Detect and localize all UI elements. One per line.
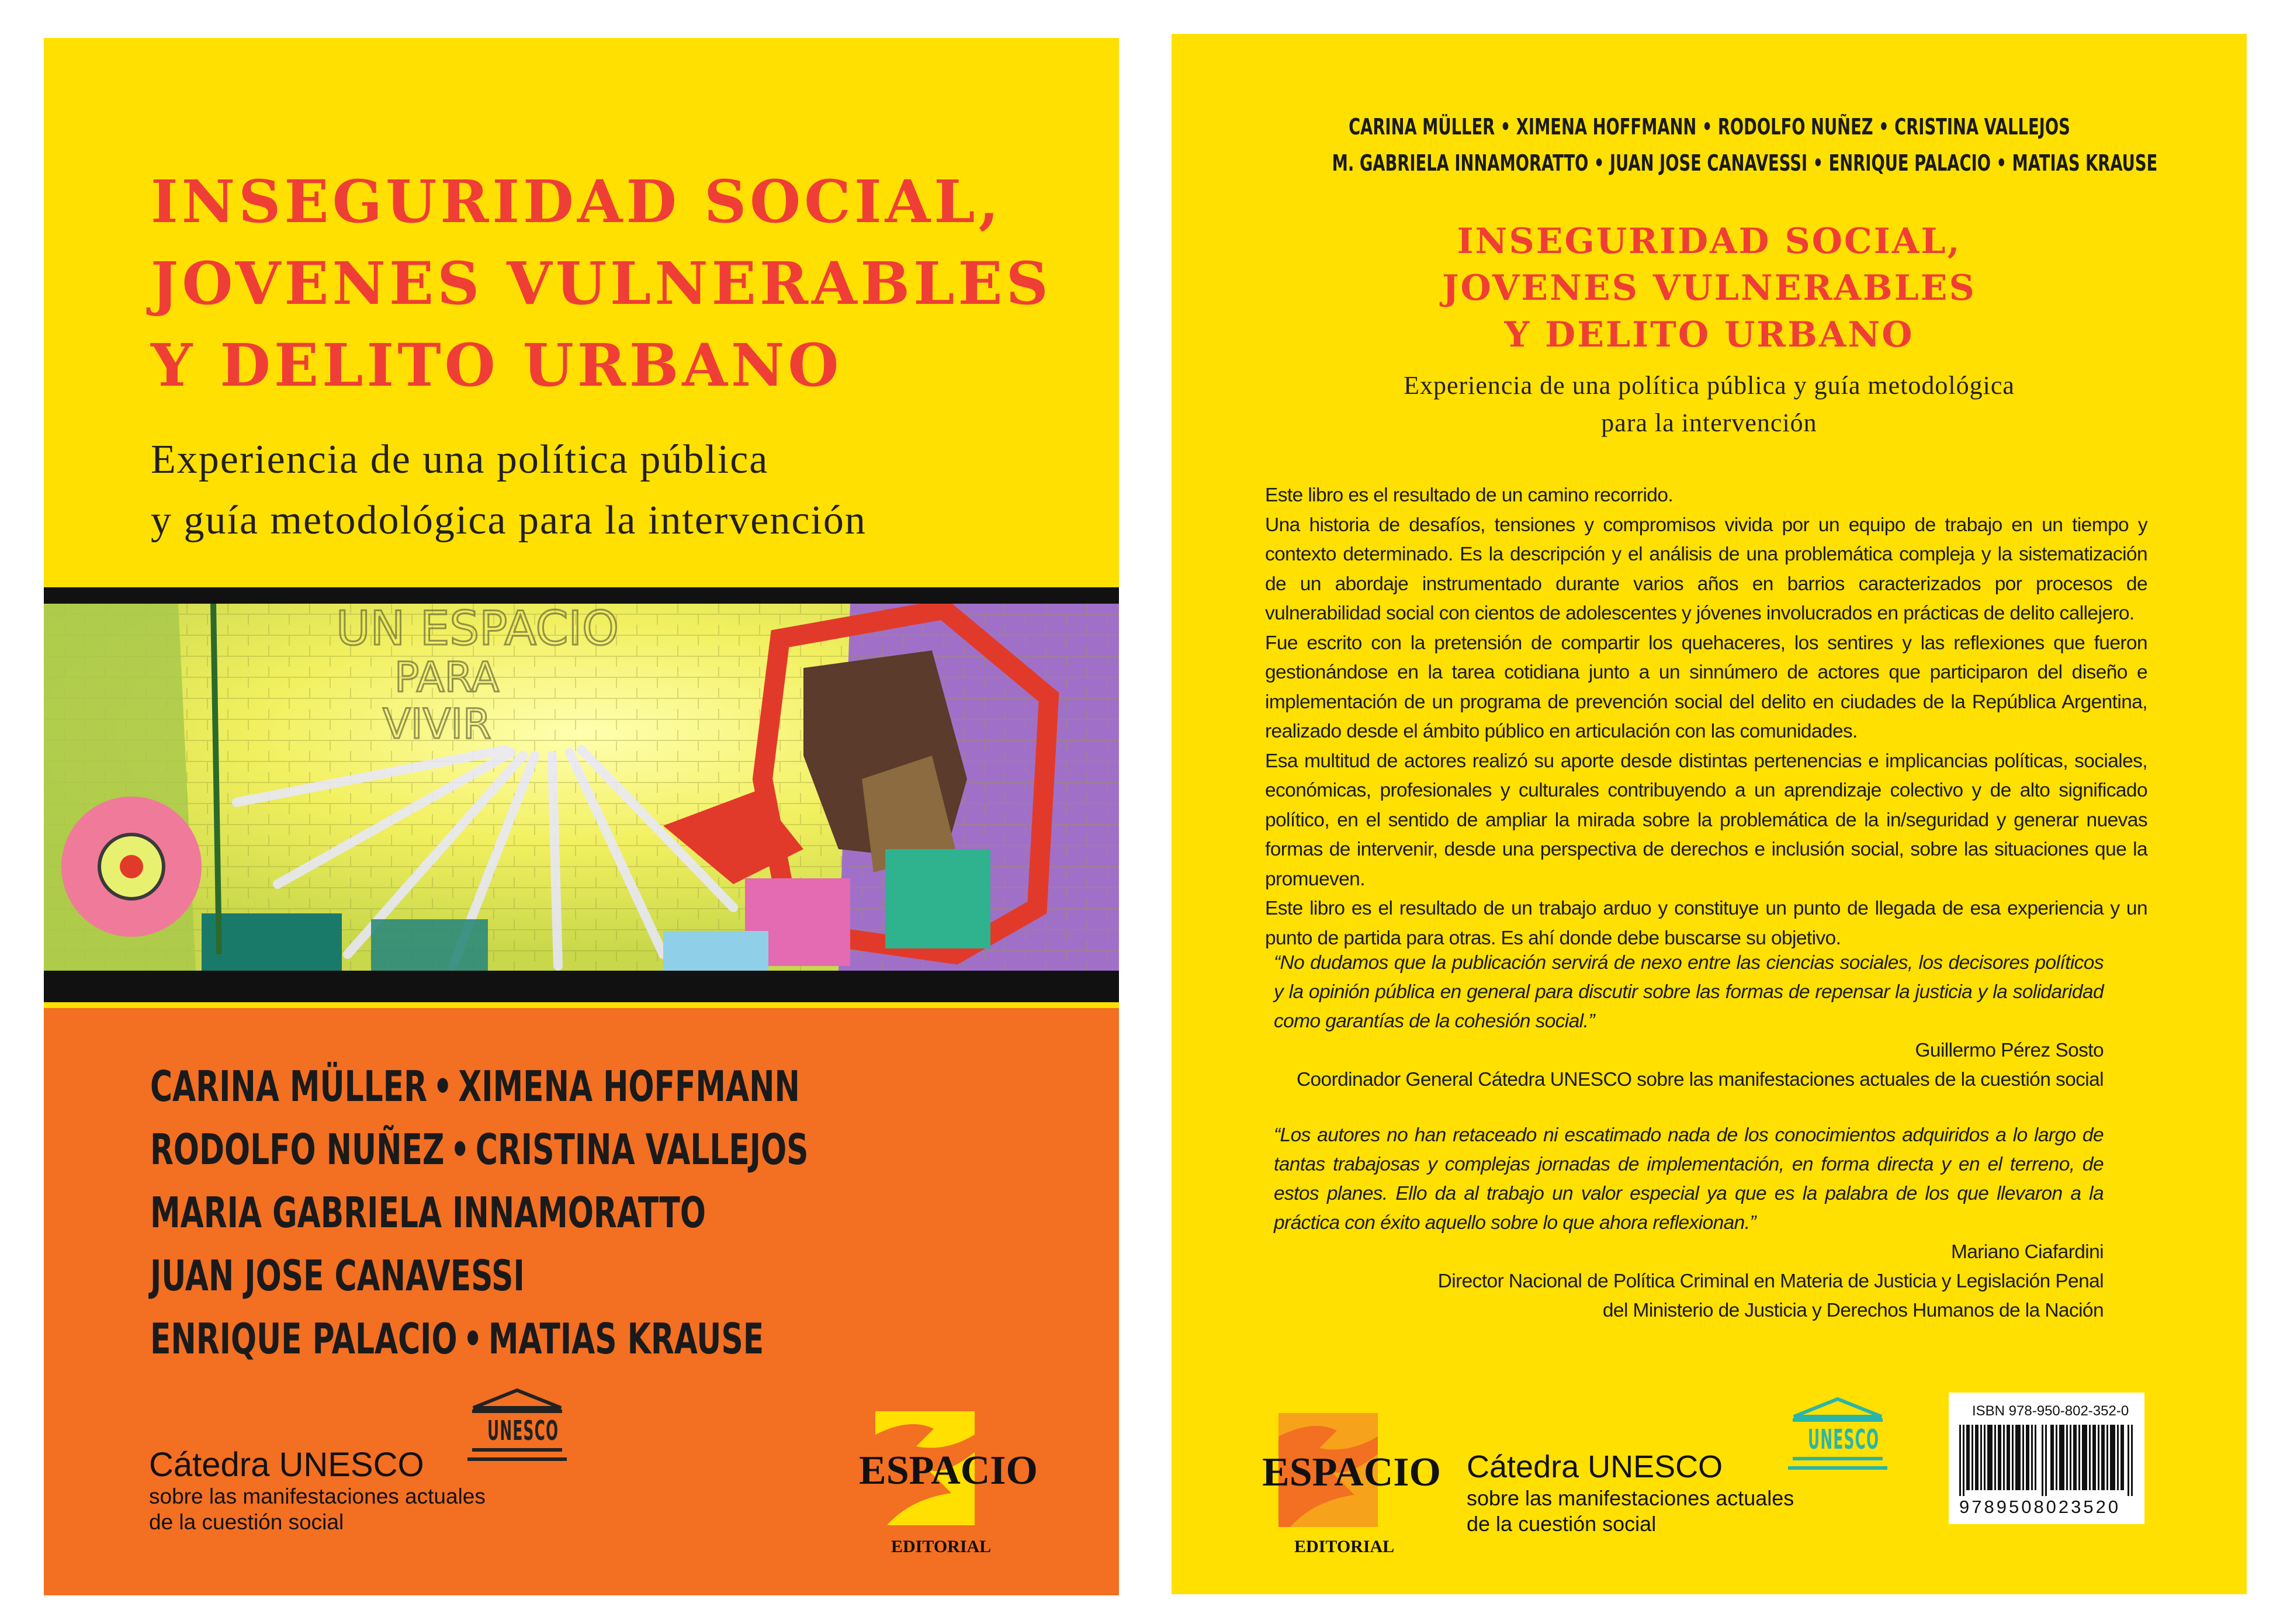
bullet-separator: • — [433, 1062, 453, 1111]
blurb-paragraph: Este libro es el resultado de un camino recorrido. — [1265, 484, 1673, 506]
unesco-word: UNESCO — [1808, 1424, 1880, 1455]
quote-author-role: Coordinador General Cátedra UNESCO sobre las manifestaciones actuales de la cuestión social — [1296, 1069, 2104, 1090]
front-catedra-unesco — [149, 1446, 486, 1535]
espacio-editorial: EDITORIAL — [1294, 1537, 1395, 1556]
back-unesco-temple-icon — [1788, 1396, 1887, 1474]
back-authors-line-1: CARINA MÜLLER • XIMENA HOFFMANN • RODOLFO NUÑEZ • CRISTINA VALLEJOS — [1348, 114, 2070, 140]
quote-text: “No dudamos que la publicación servirá de nexo entre las ciencias sociales, los decisores políticos y la opinión pública en general para discutir sobre las formas de repensar la justicia y la solidaridad como garantías de la cohesión social.” — [1274, 952, 2104, 1032]
front-title-line-3: Y DELITO URBANO — [151, 331, 843, 400]
front-title-line-1: INSEGURIDAD SOCIAL, — [151, 167, 1003, 236]
front-authors-panel — [44, 1008, 1119, 1595]
author-name: ENRIQUE PALACIO — [150, 1314, 458, 1363]
back-title-line-1: INSEGURIDAD SOCIAL, — [1457, 221, 1962, 262]
author-name: CARINA MÜLLER — [150, 1062, 428, 1111]
back-catedra-unesco — [1467, 1448, 1794, 1537]
front-cover — [44, 38, 1119, 1595]
author-name: MARIA GABRIELA INNAMORATTO — [150, 1188, 706, 1237]
back-subtitle-line-2: para la intervención — [1601, 408, 1817, 437]
quote-author-role-2: del Ministerio de Justicia y Derechos Humanos de la Nación — [1602, 1300, 2104, 1321]
catedra-title: Cátedra UNESCO — [1467, 1449, 1723, 1484]
blurb-paragraph: Una historia de desafíos, tensiones y compromisos vivida por un equipo de trabajo en un tiempo y contexto determinado. Es la descripción y el análisis de una problemática compleja y la sistematización de un abordaje instrumentado durante varios años en barrios caracterizados por procesos de vulnerabilidad social con cientos de adolescentes y jóvenes involucrados en prácticas de delito callejero. — [1265, 514, 2147, 624]
espacio-word: ESPACIO — [1262, 1450, 1441, 1495]
catedra-subtitle-2: de la cuestión social — [149, 1510, 344, 1534]
author-name: MATIAS KRAUSE — [488, 1314, 764, 1363]
front-author-row-2 — [150, 1118, 809, 1181]
front-author-row-1 — [150, 1055, 809, 1118]
quote-author: Mariano Ciafardini — [1950, 1241, 2104, 1263]
back-cover — [1172, 34, 2247, 1594]
quote-author-role-1: Director Nacional de Política Criminal en Materia de Justicia y Legislación Penal — [1437, 1270, 2104, 1292]
quote-perez-sosto — [1274, 948, 2104, 1095]
front-subtitle — [151, 430, 867, 551]
back-blurb — [1265, 481, 2147, 953]
blurb-paragraph: Fue escrito con la pretensión de compartir los quehaceres, los sentires y las reflexiones que fueron gestionándose en la tarea cotidiana junto a un sinnúmero de actores que participaron del diseño e implementación de un programa de prevención social del delito en ciudades de la República Argentina, realizado desde el ámbito público en articulación con las comunidades. — [1265, 632, 2147, 742]
front-subtitle-line-2: y guía metodológica para la intervención — [151, 498, 867, 543]
espacio-word: ESPACIO — [859, 1448, 1038, 1493]
isbn-barcode — [1949, 1393, 2144, 1524]
barcode-icon — [1959, 1425, 2135, 1496]
front-authors-list — [150, 1055, 809, 1370]
front-title-line-2: JOVENES VULNERABLES — [151, 249, 1052, 318]
catedra-title: Cátedra UNESCO — [149, 1446, 424, 1484]
back-title-line-2: JOVENES VULNERABLES — [1442, 268, 1976, 309]
author-name: CRISTINA VALLEJOS — [475, 1125, 809, 1174]
quote-ciafardini — [1274, 1121, 2104, 1325]
back-espacio-editorial-logo — [1262, 1413, 1441, 1565]
espacio-editorial: EDITORIAL — [891, 1537, 992, 1556]
bullet-separator: • — [450, 1125, 470, 1174]
mural-text-line-1: UN ESPACIO — [336, 604, 619, 656]
espacio-editorial-logo — [859, 1411, 1038, 1566]
isbn-label: ISBN 978-950-802-352-0 — [1972, 1403, 2129, 1419]
mural-photo — [44, 587, 1119, 1002]
back-authors-line-2: M. GABRIELA INNAMORATTO • JUAN JOSE CANAVESSI • ENRIQUE PALACIO • MATIAS KRAUSE — [1332, 150, 2158, 176]
catedra-subtitle-1: sobre las manifestaciones actuales — [149, 1484, 486, 1508]
front-title — [151, 161, 1052, 406]
author-name: RODOLFO NUÑEZ — [150, 1125, 445, 1174]
author-name: JUAN JOSE CANAVESSI — [150, 1251, 525, 1300]
catedra-subtitle-2: de la cuestión social — [1467, 1512, 1657, 1536]
back-title-line-3: Y DELITO URBANO — [1504, 314, 1914, 355]
back-subtitle — [1172, 367, 2247, 442]
front-author-row-3 — [150, 1181, 809, 1244]
unesco-temple-icon — [467, 1387, 567, 1466]
front-author-row-5 — [150, 1307, 809, 1370]
mural-illustration — [44, 604, 1119, 971]
blurb-paragraph: Este libro es el resultado de un trabajo arduo y constituye un punto de llegada de esa experiencia y un punto de partida para otras. Es ahí donde debe buscarse su objetivo. — [1265, 898, 2147, 949]
quote-text: “Los autores no han retaceado ni escatimado nada de los conocimientos adquiridos a lo largo de tantas trabajosas y complejas jornadas de implementación, en forma directa y en el terreno, de estos planes. Ello da al trabajo un valor especial ya que es la palabra de los que llevaron a la práctica con éxito aquello sobre lo que ahora reflexionan.” — [1274, 1124, 2104, 1234]
back-authors — [1172, 109, 2247, 181]
barcode-digits: 9789508023520 — [1959, 1497, 2121, 1517]
quote-author: Guillermo Pérez Sosto — [1915, 1040, 2104, 1061]
back-title — [1172, 218, 2247, 358]
unesco-word: UNESCO — [487, 1415, 559, 1446]
mural-text-line-2: PARA — [394, 653, 500, 701]
catedra-subtitle-1: sobre las manifestaciones actuales — [1467, 1486, 1794, 1510]
front-author-row-4 — [150, 1244, 809, 1307]
author-name: XIMENA HOFFMANN — [458, 1062, 800, 1111]
back-subtitle-line-1: Experiencia de una política pública y guía metodológica — [1404, 371, 2015, 400]
bullet-separator: • — [463, 1314, 483, 1363]
blurb-paragraph: Esa multitud de actores realizó su aporte desde distintas pertenencias e implicancias políticas, sociales, económicas, profesionales y culturales contribuyendo a un aprendizaje colectivo y de alto significado político, en el sentido de ampliar la mirada sobre la problemática de la in/seguridad y generar nuevas formas de intervenir, desde una perspectiva de derechos e inclusión social, sobre las situaciones que la promueven. — [1265, 750, 2147, 890]
front-subtitle-line-1: Experiencia de una política pública — [151, 437, 769, 482]
mural-text-line-3: VIVIR — [383, 700, 491, 748]
